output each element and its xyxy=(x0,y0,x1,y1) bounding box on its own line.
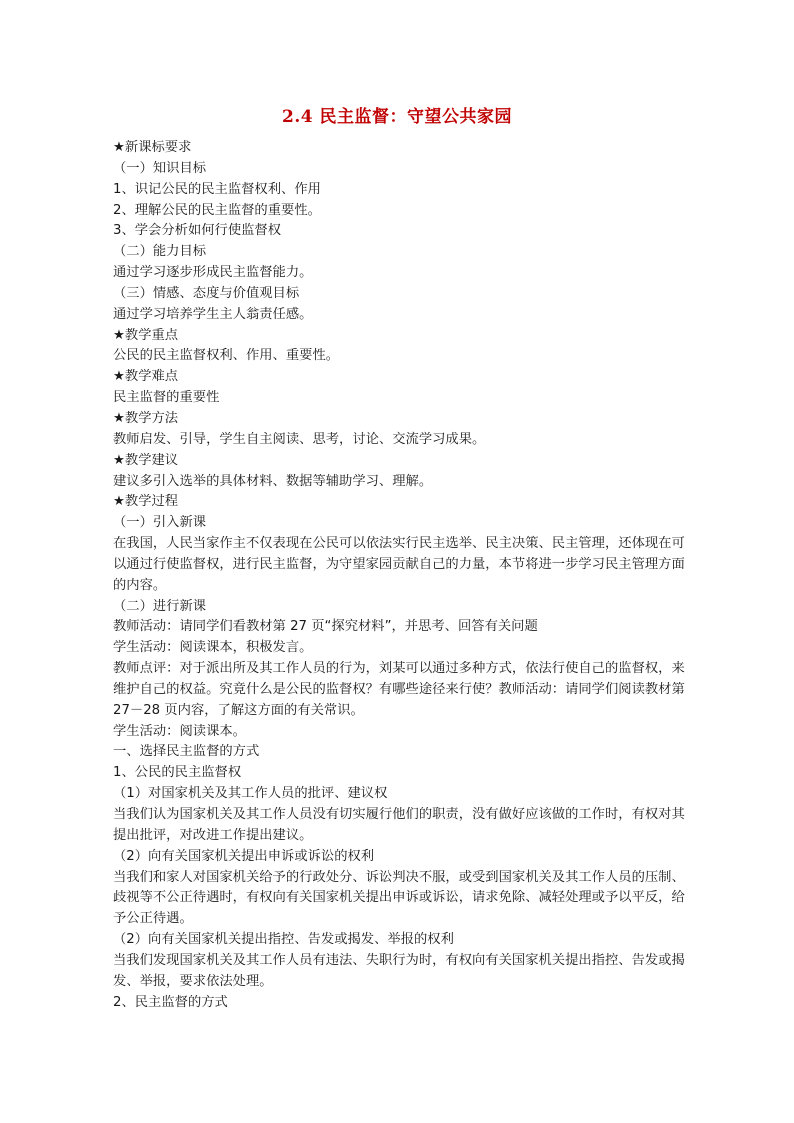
body-line: （2）向有关国家机关提出指控、告发或揭发、举报的权利 xyxy=(113,932,454,948)
body-line: 公民的民主监督权利、作用、重要性。 xyxy=(113,348,340,364)
body-line: 一、选择民主监督的方式 xyxy=(113,744,260,760)
body-line: （三）情感、态度与价值观目标 xyxy=(113,285,300,301)
body-line: 学生活动：阅读课本。 xyxy=(113,723,246,739)
body-paragraph: 在我国，人民当家作主不仅表现在公民可以依法实行民主选举、民主决策、民主管理，还体现在可以通过行使监督权，进行民主监督，为守望家园贡献自己的力量，本节将进一步学习民主管理方面的内容。 xyxy=(113,536,685,593)
body-line: 1、公民的民主监督权 xyxy=(113,765,242,781)
body-line: ★教学建议 xyxy=(113,452,179,468)
body-line: ★教学重点 xyxy=(113,327,179,343)
body-paragraph: 当我们发现国家机关及其工作人员有违法、失职行为时，有权向有关国家机关提出指控、告发或揭发、举报，要求依法处理。 xyxy=(113,952,685,989)
body-line: 2、民主监督的方式 xyxy=(113,994,228,1010)
body-line: 3、学会分析如何行使监督权 xyxy=(113,223,282,239)
body-line: 教师启发、引导，学生自主阅读、思考，讨论、交流学习成果。 xyxy=(113,431,486,447)
body-line: ★新课标要求 xyxy=(113,140,192,155)
body-line: （1）对国家机关及其工作人员的批评、建议权 xyxy=(113,786,388,802)
document-title: 2.4 民主监督：守望公共家园 xyxy=(282,107,512,127)
body-line: ★教学过程 xyxy=(113,494,179,510)
body-line: （2）向有关国家机关提出申诉或诉讼的权利 xyxy=(113,848,375,864)
body-line: （一）知识目标 xyxy=(113,160,207,176)
body-line: （一）引入新课 xyxy=(113,515,207,531)
document-body xyxy=(113,138,685,1013)
body-paragraph: 当我们认为国家机关及其工作人员没有切实履行他们的职责，没有做好应该做的工作时，有权对其提出批评，对改进工作提出建议。 xyxy=(113,807,685,843)
body-paragraph: 教师点评：对于派出所及其工作人员的行为，刘某可以通过多种方式，依法行使自己的监督权，来维护自己的权益。究竟什么是公民的监督权？有哪些途径来行使？教师活动：请同学们阅读教材第 27－28 页内容，了解这方面的有关常识。 xyxy=(113,661,685,718)
body-line: ★教学难点 xyxy=(113,369,179,385)
body-line: 学生活动：阅读课本，积极发言。 xyxy=(113,640,313,656)
body-paragraph: 当我们和家人对国家机关给予的行政处分、诉讼判决不服，或受到国家机关及其工作人员的压制、歧视等不公正待遇时，有权向有关国家机关提出申诉或诉讼，请求免除、减轻处理或予以平反，给予公正待遇。 xyxy=(113,869,685,927)
body-line: 民主监督的重要性 xyxy=(113,390,220,406)
body-line: 建议多引入选举的具体材料、数据等辅助学习、理解。 xyxy=(113,473,433,489)
body-line: 通过学习逐步形成民主监督能力。 xyxy=(113,265,313,281)
body-line: 教师活动：请同学们看教材第 27 页“探究材料”，并思考、回答有关问题 xyxy=(113,619,538,635)
body-line: ★教学方法 xyxy=(113,410,179,426)
body-line: 1、识记公民的民主监督权利、作用 xyxy=(113,181,321,197)
body-line: 2、理解公民的民主监督的重要性。 xyxy=(113,202,321,218)
body-line: （二）进行新课 xyxy=(113,598,207,614)
body-line: （二）能力目标 xyxy=(113,244,207,260)
body-line: 通过学习培养学生主人翁责任感。 xyxy=(113,306,313,322)
